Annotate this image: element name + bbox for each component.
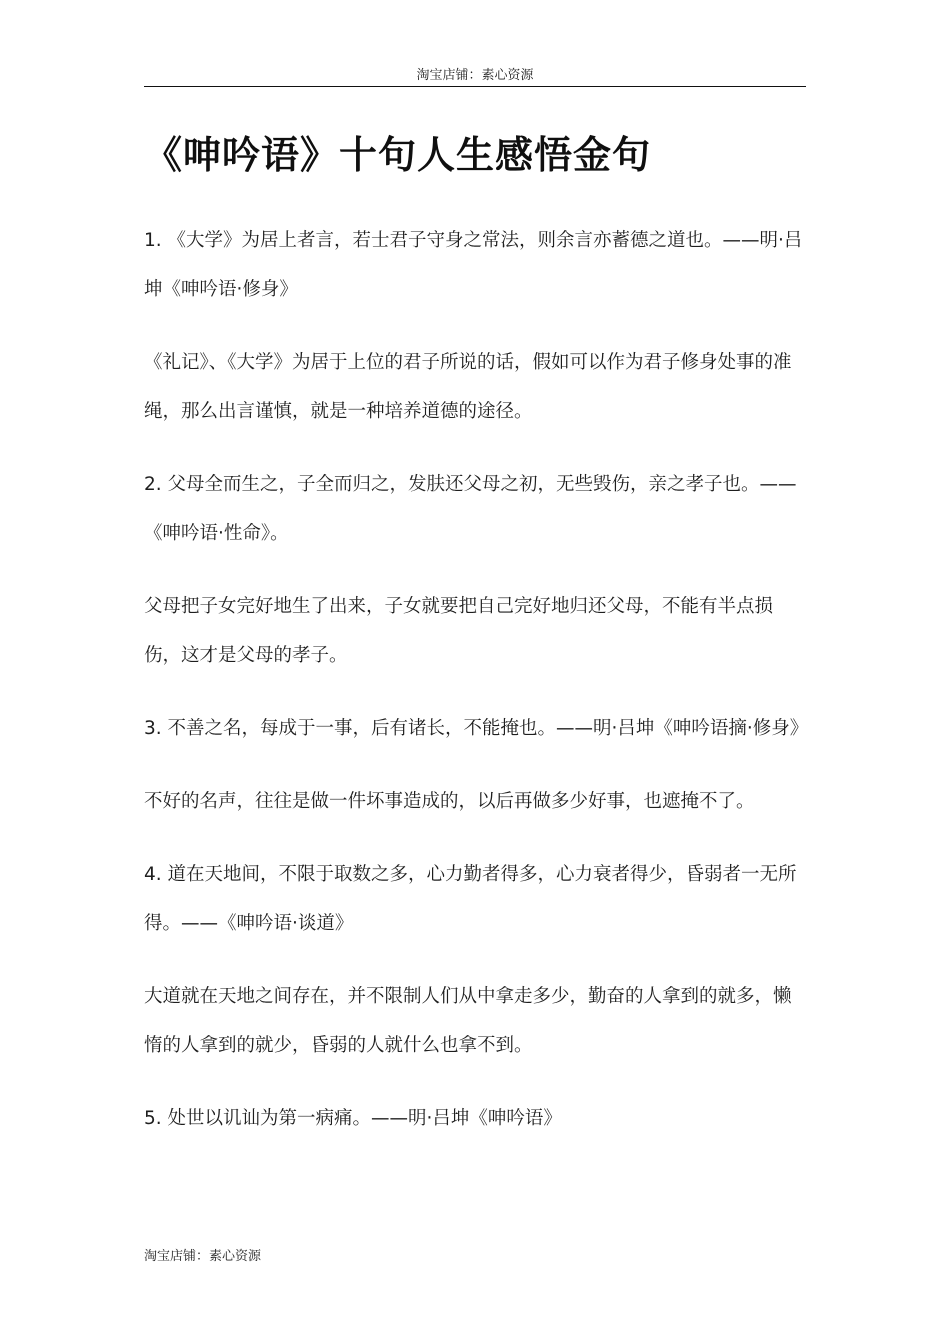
document-body	[144, 216, 808, 1143]
quote-1: 1. 《大学》为居上者言，若士君子守身之常法，则余言亦蓄德之道也。——明·吕坤《呻吟语·修身》	[144, 230, 803, 300]
translation-4: 大道就在天地之间存在，并不限制人们从中拿走多少，勤奋的人拿到的就多，懒惰的人拿到的就少，昏弱的人就什么也拿不到。	[144, 986, 792, 1056]
translation-1: 《礼记》、《大学》为居于上位的君子所说的话，假如可以作为君子修身处事的准绳，那么出言谨慎，就是一种培养道德的途径。	[144, 352, 792, 422]
page-footer: 淘宝店铺：素心资源	[144, 1249, 262, 1264]
page-header: 淘宝店铺：素心资源	[144, 66, 806, 87]
quote-5: 5. 处世以讥讪为第一病痛。——明·吕坤《呻吟语》	[144, 1108, 562, 1129]
translation-2: 父母把子女完好地生了出来，子女就要把自己完好地归还父母，不能有半点损伤，这才是父母的孝子。	[144, 596, 774, 666]
quote-4: 4. 道在天地间，不限于取数之多，心力勤者得多，心力衰者得少，昏弱者一无所得。——《呻吟语·谈道》	[144, 864, 797, 934]
translation-3: 不好的名声，往往是做一件坏事造成的，以后再做多少好事，也遮掩不了。	[144, 791, 755, 812]
quote-2: 2. 父母全而生之，子全而归之，发肤还父母之初，无些毁伤，亲之孝子也。——《呻吟语·性命》。	[144, 474, 797, 544]
document-title: 《呻吟语》十句人生感悟金句	[144, 133, 652, 177]
quote-3: 3. 不善之名，每成于一事，后有诸长，不能掩也。——明·吕坤《呻吟语摘·修身》	[144, 718, 809, 739]
